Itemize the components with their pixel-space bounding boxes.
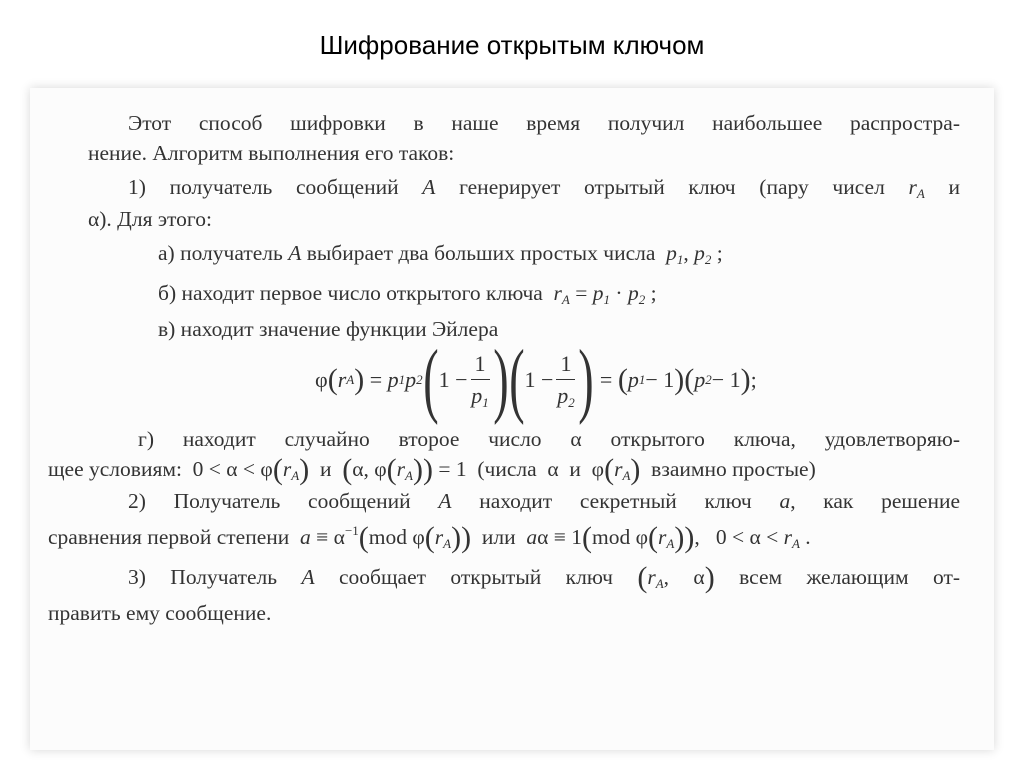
step2-line-1: 2) Получатель сообщений A находит секретный ключ a, как решение xyxy=(128,489,961,513)
item-g-line-1: г) находит случайно второе число α открытого ключа, удовлетворяю- xyxy=(138,427,960,451)
step2-text-e: или xyxy=(481,525,516,549)
item-a-text: а) получатель xyxy=(158,241,283,265)
item-b-line: б) находит первое число открытого ключа $r_A = p_1 \cdot p_2$ ; xyxy=(158,281,657,307)
step3-line-1: 3) Получатель A сообщает открытый ключ ($r_A$, α) всем желающим от- xyxy=(128,561,961,594)
intro-text-1: Этот способ шифровки в наше время получил наибольшее распростра- xyxy=(128,111,960,135)
step1-text-c: и xyxy=(948,175,961,199)
step2-line-2: сравнения первой степени $a \equiv \alpha^{-1}(mod$ $\varphi(r_A)$) или aα ≡ 1(mod $\varphi(r_A)$), $0 < \alpha < r_A$ . xyxy=(48,521,811,554)
item-g-text-6: и xyxy=(569,457,581,481)
item-g-text-7: взаимно простые) xyxy=(651,457,816,481)
document-page xyxy=(30,88,994,750)
step3-text-d: править ему сообщение. xyxy=(48,601,272,625)
item-g-text-5: (числа xyxy=(477,457,537,481)
step1-text-d: ). Для этого: xyxy=(99,207,212,231)
item-a-line: а) получатель A выбирает два больших простых числа $p_1$, $p_2$ ; xyxy=(158,241,723,267)
step1-text-b: генерирует отрытый ключ (пару чисел xyxy=(459,175,885,199)
item-v-text: в) находит значение функции Эйлера xyxy=(158,317,499,341)
item-a-text-2: выбирает два больших простых числа xyxy=(306,241,656,265)
step1-line-2: α). Для этого: xyxy=(88,207,212,231)
intro-line-1 xyxy=(128,108,960,138)
step3-text-b: сообщает открытый ключ xyxy=(339,565,613,589)
step2-text-a: 2) Получатель сообщений xyxy=(128,489,411,513)
step3-text-a: 3) Получатель xyxy=(128,565,278,589)
item-g-line-2: щее условиям: $0 < \alpha < \varphi(r_A)$ и (α, $\varphi(r_A)) = 1$ (числа α и $\varphi(r_A)$ взаимно простые) xyxy=(48,453,816,486)
step2-text-d: сравнения первой степени xyxy=(48,525,290,549)
intro-text-2: нение. Алгоритм выполнения его таков: xyxy=(88,141,455,165)
intro-line-2 xyxy=(88,138,454,168)
step3-text-c: всем желающим от- xyxy=(739,565,961,589)
euler-formula: φ ( r A ) = p 1 p 2 ( 1 − $\frac{1}{p_1}$ ) ( 1 − $\frac{1}{p_2}$ ) = ( p 1 − 1 )( p 2 − 1 ) ; xyxy=(315,333,757,426)
step1-line-1: 1) получатель сообщений A генерирует отрытый ключ (пару чисел $r_A$ и xyxy=(128,175,961,201)
step3-line-2 xyxy=(48,598,271,628)
step2-text-c: , как решение xyxy=(790,489,961,513)
step2-text-b: находит секретный ключ xyxy=(479,489,752,513)
item-b-text: б) находит первое число открытого ключа xyxy=(158,281,543,305)
step1-text-a: 1) получатель сообщений xyxy=(128,175,399,199)
item-g-text-2: открытого ключа, удовлетворяю- xyxy=(610,427,960,451)
item-g-text-3: щее условиям: xyxy=(48,457,182,481)
item-g-text-4: и xyxy=(319,457,332,481)
slide-title: Шифрование открытым ключом xyxy=(319,30,705,60)
item-g-text-1: г) находит случайно второе число xyxy=(138,427,542,451)
